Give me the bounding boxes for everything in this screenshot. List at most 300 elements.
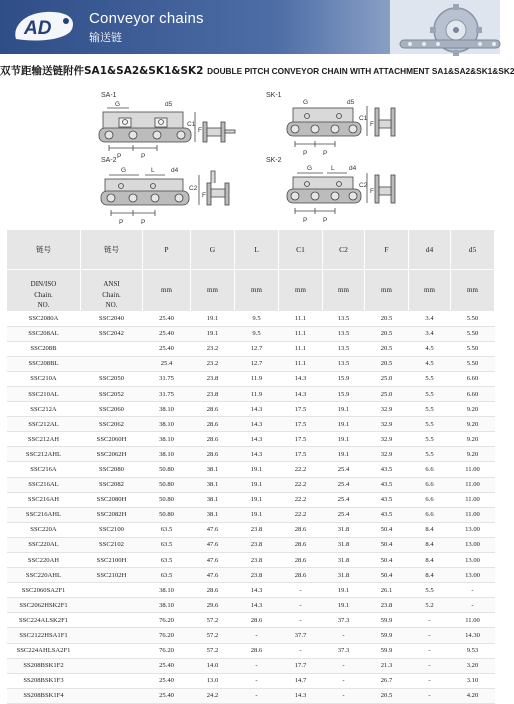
cell-ansi: SSC2062 bbox=[81, 417, 143, 432]
unit-label: mm bbox=[143, 270, 191, 312]
cell-f: 20.5 bbox=[365, 356, 409, 371]
cell-c2: - bbox=[323, 673, 365, 688]
cell-c1: 17.5 bbox=[279, 447, 323, 462]
cell-p: 63.5 bbox=[143, 522, 191, 537]
cell-d4: 5.5 bbox=[409, 583, 451, 598]
cell-din-iso: SSC216AL bbox=[7, 477, 81, 492]
cell-din-iso: SSC208AL bbox=[7, 326, 81, 341]
cell-d4: - bbox=[409, 673, 451, 688]
cell-l: 28.6 bbox=[235, 643, 279, 658]
cell-din-iso: SSC210A bbox=[7, 371, 81, 386]
cell-ansi bbox=[81, 658, 143, 673]
drawing-name: SK-1 bbox=[266, 92, 282, 99]
svg-text:G: G bbox=[307, 165, 313, 172]
cell-din-iso: SSC212A bbox=[7, 402, 81, 417]
cell-din-iso: SSC2062HSK2F1 bbox=[7, 598, 81, 613]
header-c1: C1 bbox=[279, 230, 323, 270]
cell-din-iso: SSC212AH bbox=[7, 432, 81, 447]
cell-ansi: SSC2082H bbox=[81, 507, 143, 522]
cell-p: 25.40 bbox=[143, 326, 191, 341]
cell-din-iso: SSC212AL bbox=[7, 417, 81, 432]
cell-c2: 31.8 bbox=[323, 537, 365, 552]
drawing-sk1 bbox=[263, 92, 413, 160]
cell-din-iso: SSC220AH bbox=[7, 553, 81, 568]
cell-d5: - bbox=[451, 583, 495, 598]
cell-ansi bbox=[81, 688, 143, 703]
cell-f: 59.9 bbox=[365, 628, 409, 643]
cell-p: 31.75 bbox=[143, 386, 191, 401]
cell-c1: 11.1 bbox=[279, 356, 323, 371]
cell-c2: 19.1 bbox=[323, 417, 365, 432]
label-c1: C1 bbox=[187, 121, 196, 128]
cell-f: 50.4 bbox=[365, 522, 409, 537]
cell-p: 38.10 bbox=[143, 432, 191, 447]
cell-d4: - bbox=[409, 688, 451, 703]
cell-c1: 11.1 bbox=[279, 341, 323, 356]
cell-c1: 28.6 bbox=[279, 553, 323, 568]
cell-g: 47.6 bbox=[191, 522, 235, 537]
label-p: P bbox=[117, 153, 122, 160]
cell-ansi: SSC2082 bbox=[81, 477, 143, 492]
header-c2: C2 bbox=[323, 230, 365, 270]
table-row bbox=[7, 553, 495, 568]
subheader-ansi bbox=[81, 270, 143, 312]
cell-g: 47.6 bbox=[191, 568, 235, 583]
cell-ansi bbox=[81, 341, 143, 356]
cell-p: 63.5 bbox=[143, 553, 191, 568]
svg-text:d4: d4 bbox=[171, 167, 179, 174]
cell-din-iso: SS208BSK1F3 bbox=[7, 673, 81, 688]
cell-d5: 11.00 bbox=[451, 462, 495, 477]
cell-f: 32.9 bbox=[365, 432, 409, 447]
cell-g: 14.0 bbox=[191, 658, 235, 673]
cell-c2: 37.3 bbox=[323, 613, 365, 628]
cell-p: 25.4 bbox=[143, 356, 191, 371]
unit-label: mm bbox=[323, 270, 365, 312]
cell-ansi bbox=[81, 613, 143, 628]
subheader-line: Chain. bbox=[34, 290, 53, 299]
unit-label: mm bbox=[409, 270, 451, 312]
cell-p: 38.10 bbox=[143, 417, 191, 432]
cell-l: 19.1 bbox=[235, 507, 279, 522]
svg-text:F: F bbox=[202, 192, 206, 199]
cell-f: 43.5 bbox=[365, 492, 409, 507]
cell-d5: 6.60 bbox=[451, 386, 495, 401]
cell-f: 50.4 bbox=[365, 553, 409, 568]
cell-din-iso: SSC212AHL bbox=[7, 447, 81, 462]
cell-ansi: SSC2100H bbox=[81, 553, 143, 568]
unit-label: mm bbox=[451, 270, 495, 312]
cell-g: 24.2 bbox=[191, 688, 235, 703]
page-title bbox=[0, 63, 514, 78]
cell-din-iso: SSC216A bbox=[7, 462, 81, 477]
subheader-line: NO. bbox=[37, 301, 50, 309]
cell-din-iso: SSC224AHLSA2F1 bbox=[7, 643, 81, 658]
cell-d5: 9.20 bbox=[451, 432, 495, 447]
table-row bbox=[7, 417, 495, 432]
table-row bbox=[7, 341, 495, 356]
cell-ansi bbox=[81, 356, 143, 371]
cell-d5: 13.00 bbox=[451, 537, 495, 552]
cell-c1: 14.3 bbox=[279, 688, 323, 703]
svg-text:C2: C2 bbox=[189, 185, 198, 192]
cell-d5: 11.00 bbox=[451, 507, 495, 522]
unit-label: mm bbox=[191, 270, 235, 312]
cell-l: - bbox=[235, 688, 279, 703]
table-row bbox=[7, 537, 495, 552]
cell-g: 23.2 bbox=[191, 341, 235, 356]
header-din-iso: 链号 bbox=[7, 230, 81, 270]
cell-c2: 15.9 bbox=[323, 371, 365, 386]
spec-table-body bbox=[7, 311, 495, 703]
cell-g: 38.1 bbox=[191, 462, 235, 477]
cell-l: 19.1 bbox=[235, 462, 279, 477]
header-l: L bbox=[235, 230, 279, 270]
cell-c2: 19.1 bbox=[323, 598, 365, 613]
cell-f: 20.5 bbox=[365, 688, 409, 703]
cell-d4: 5.5 bbox=[409, 447, 451, 462]
table-row bbox=[7, 673, 495, 688]
svg-text:P: P bbox=[323, 150, 328, 157]
cell-ansi: SSC2080H bbox=[81, 492, 143, 507]
cell-d5: 9.20 bbox=[451, 447, 495, 462]
cell-l: 14.3 bbox=[235, 417, 279, 432]
cell-l: 14.3 bbox=[235, 402, 279, 417]
label-d5: d5 bbox=[165, 101, 173, 108]
svg-text:F: F bbox=[370, 121, 374, 128]
cell-p: 38.10 bbox=[143, 447, 191, 462]
cell-c1: 11.1 bbox=[279, 311, 323, 326]
cell-p: 25.40 bbox=[143, 341, 191, 356]
cell-din-iso: SSC220AHL bbox=[7, 568, 81, 583]
cell-f: 20.5 bbox=[365, 341, 409, 356]
cell-p: 25.40 bbox=[143, 688, 191, 703]
table-row bbox=[7, 613, 495, 628]
cell-ansi bbox=[81, 643, 143, 658]
company-logo bbox=[10, 9, 78, 43]
cell-ansi: SSC2042 bbox=[81, 326, 143, 341]
cell-d5: 5.50 bbox=[451, 341, 495, 356]
cell-l: 9.5 bbox=[235, 311, 279, 326]
cell-ansi bbox=[81, 628, 143, 643]
svg-text:P: P bbox=[323, 217, 328, 224]
svg-text:F: F bbox=[370, 188, 374, 195]
table-row bbox=[7, 462, 495, 477]
cell-g: 57.2 bbox=[191, 643, 235, 658]
cell-d4: 8.4 bbox=[409, 537, 451, 552]
cell-f: 25.0 bbox=[365, 386, 409, 401]
cell-c1: 28.6 bbox=[279, 522, 323, 537]
cell-g: 29.6 bbox=[191, 598, 235, 613]
cell-ansi bbox=[81, 583, 143, 598]
table-row bbox=[7, 326, 495, 341]
cell-c1: 22.2 bbox=[279, 462, 323, 477]
cell-c1: 14.3 bbox=[279, 371, 323, 386]
cell-d4: 5.5 bbox=[409, 371, 451, 386]
cell-ansi bbox=[81, 598, 143, 613]
brand-title-en: Conveyor chains bbox=[89, 10, 204, 27]
cell-din-iso: SSC216AHL bbox=[7, 507, 81, 522]
cell-g: 47.6 bbox=[191, 537, 235, 552]
cell-p: 63.5 bbox=[143, 568, 191, 583]
cell-c1: 22.2 bbox=[279, 477, 323, 492]
cell-c2: 25.4 bbox=[323, 492, 365, 507]
cell-g: 28.6 bbox=[191, 432, 235, 447]
cell-d5: 5.50 bbox=[451, 326, 495, 341]
cell-ansi: SSC2062H bbox=[81, 447, 143, 462]
cell-d4: 5.5 bbox=[409, 386, 451, 401]
cell-l: 11.9 bbox=[235, 371, 279, 386]
table-row bbox=[7, 658, 495, 673]
cell-d5: 9.53 bbox=[451, 643, 495, 658]
cell-l: 23.8 bbox=[235, 568, 279, 583]
cell-d4: 8.4 bbox=[409, 553, 451, 568]
cell-p: 31.75 bbox=[143, 371, 191, 386]
subheader-line: ANSI bbox=[103, 280, 120, 288]
cell-l: 14.3 bbox=[235, 447, 279, 462]
cell-d5: 3.20 bbox=[451, 658, 495, 673]
cell-c2: 13.5 bbox=[323, 326, 365, 341]
cell-d5: 3.10 bbox=[451, 673, 495, 688]
cell-f: 20.5 bbox=[365, 326, 409, 341]
table-row bbox=[7, 688, 495, 703]
cell-d4: 6.6 bbox=[409, 462, 451, 477]
spec-table bbox=[6, 229, 495, 704]
cell-p: 50.80 bbox=[143, 462, 191, 477]
cell-f: 50.4 bbox=[365, 568, 409, 583]
cell-p: 76.20 bbox=[143, 643, 191, 658]
cell-f: 20.5 bbox=[365, 311, 409, 326]
cell-f: 26.7 bbox=[365, 673, 409, 688]
table-row bbox=[7, 477, 495, 492]
cell-d5: 13.00 bbox=[451, 568, 495, 583]
cell-c1: - bbox=[279, 643, 323, 658]
cell-din-iso: SSC208BL bbox=[7, 356, 81, 371]
header-d4: d4 bbox=[409, 230, 451, 270]
cell-c1: 22.2 bbox=[279, 507, 323, 522]
cell-c1: 28.6 bbox=[279, 537, 323, 552]
cell-c2: 13.5 bbox=[323, 341, 365, 356]
cell-c2: 31.8 bbox=[323, 568, 365, 583]
cell-l: 9.5 bbox=[235, 326, 279, 341]
cell-c1: 17.5 bbox=[279, 432, 323, 447]
cell-g: 13.0 bbox=[191, 673, 235, 688]
cell-d5: 13.00 bbox=[451, 553, 495, 568]
cell-c2: 19.1 bbox=[323, 447, 365, 462]
cell-ansi: SSC2060 bbox=[81, 402, 143, 417]
cell-c1: 14.3 bbox=[279, 386, 323, 401]
cell-p: 76.20 bbox=[143, 628, 191, 643]
cell-p: 38.10 bbox=[143, 402, 191, 417]
cell-d5: 14.30 bbox=[451, 628, 495, 643]
unit-label: mm bbox=[235, 270, 279, 312]
svg-text:L: L bbox=[331, 165, 335, 172]
cell-d4: 8.4 bbox=[409, 568, 451, 583]
cell-c1: 17.5 bbox=[279, 417, 323, 432]
cell-d4: 5.5 bbox=[409, 402, 451, 417]
cell-g: 28.6 bbox=[191, 583, 235, 598]
cell-l: - bbox=[235, 673, 279, 688]
cell-l: 23.8 bbox=[235, 522, 279, 537]
drawing-sa2 bbox=[95, 157, 255, 227]
table-row bbox=[7, 402, 495, 417]
table-row bbox=[7, 447, 495, 462]
cell-d4: 4.5 bbox=[409, 341, 451, 356]
cell-d5: 11.00 bbox=[451, 477, 495, 492]
cell-p: 50.80 bbox=[143, 477, 191, 492]
cell-c2: 15.9 bbox=[323, 386, 365, 401]
cell-g: 38.1 bbox=[191, 492, 235, 507]
cell-f: 59.9 bbox=[365, 643, 409, 658]
cell-c1: 14.7 bbox=[279, 673, 323, 688]
header-f: F bbox=[365, 230, 409, 270]
svg-text:P: P bbox=[141, 219, 146, 226]
cell-g: 23.8 bbox=[191, 371, 235, 386]
cell-f: 25.0 bbox=[365, 371, 409, 386]
cell-c2: 31.8 bbox=[323, 553, 365, 568]
table-row bbox=[7, 598, 495, 613]
cell-c1: - bbox=[279, 583, 323, 598]
cell-d4: 6.6 bbox=[409, 477, 451, 492]
cell-din-iso: SSC210AL bbox=[7, 386, 81, 401]
header-d5: d5 bbox=[451, 230, 495, 270]
cell-ansi: SSC2050 bbox=[81, 371, 143, 386]
cell-f: 32.9 bbox=[365, 447, 409, 462]
cell-din-iso: SSC224ALSK2F1 bbox=[7, 613, 81, 628]
cell-d5: 11.00 bbox=[451, 492, 495, 507]
cell-din-iso: SSC220AL bbox=[7, 537, 81, 552]
cell-ansi: SSC2040 bbox=[81, 311, 143, 326]
table-row bbox=[7, 371, 495, 386]
cell-f: 50.4 bbox=[365, 537, 409, 552]
header-banner bbox=[0, 0, 500, 54]
cell-c1: - bbox=[279, 598, 323, 613]
cell-c2: 13.5 bbox=[323, 311, 365, 326]
cell-d4: - bbox=[409, 658, 451, 673]
brand-title-cn: 输送链 bbox=[89, 31, 122, 44]
table-row bbox=[7, 386, 495, 401]
table-row bbox=[7, 492, 495, 507]
unit-label: mm bbox=[365, 270, 409, 312]
table-row bbox=[7, 628, 495, 643]
cell-c2: 37.3 bbox=[323, 643, 365, 658]
svg-text:d4: d4 bbox=[349, 165, 357, 172]
drawing-name: SA-1 bbox=[101, 92, 117, 99]
cell-d4: 6.6 bbox=[409, 507, 451, 522]
table-row bbox=[7, 356, 495, 371]
cell-c1: 37.7 bbox=[279, 628, 323, 643]
cell-p: 38.10 bbox=[143, 598, 191, 613]
svg-text:P: P bbox=[303, 150, 308, 157]
cell-c2: 19.1 bbox=[323, 402, 365, 417]
svg-text:C1: C1 bbox=[359, 115, 368, 122]
cell-f: 32.9 bbox=[365, 417, 409, 432]
header-g: G bbox=[191, 230, 235, 270]
svg-text:G: G bbox=[121, 167, 127, 174]
cell-l: 12.7 bbox=[235, 341, 279, 356]
cell-ansi: SSC2100 bbox=[81, 522, 143, 537]
table-row bbox=[7, 507, 495, 522]
cell-ansi bbox=[81, 673, 143, 688]
cell-c1: 11.1 bbox=[279, 326, 323, 341]
cell-g: 19.1 bbox=[191, 326, 235, 341]
cell-d4: 5.5 bbox=[409, 417, 451, 432]
table-row bbox=[7, 583, 495, 598]
header-ansi: 链号 bbox=[81, 230, 143, 270]
subheader-line: DIN/ISO bbox=[30, 280, 57, 288]
drawing-sa1 bbox=[95, 92, 255, 160]
page-title-cn: 双节距输送链附件SA1&SA2&SK1&SK2 bbox=[0, 65, 204, 77]
cell-d5: 6.60 bbox=[451, 371, 495, 386]
cell-c2: - bbox=[323, 658, 365, 673]
cell-d5: 9.20 bbox=[451, 417, 495, 432]
subheader-din-iso bbox=[7, 270, 81, 312]
svg-text:L: L bbox=[151, 167, 155, 174]
cell-p: 38.10 bbox=[143, 583, 191, 598]
cell-c2: 13.5 bbox=[323, 356, 365, 371]
cell-f: 32.9 bbox=[365, 402, 409, 417]
table-row bbox=[7, 432, 495, 447]
cell-p: 76.20 bbox=[143, 613, 191, 628]
cell-d4: 5.2 bbox=[409, 598, 451, 613]
cell-d5: 9.20 bbox=[451, 402, 495, 417]
cell-c2: 25.4 bbox=[323, 462, 365, 477]
cell-g: 38.1 bbox=[191, 507, 235, 522]
cell-f: 23.8 bbox=[365, 598, 409, 613]
svg-text:C2: C2 bbox=[359, 182, 368, 189]
cell-c2: 25.4 bbox=[323, 477, 365, 492]
cell-g: 23.2 bbox=[191, 356, 235, 371]
cell-d4: 3.4 bbox=[409, 311, 451, 326]
svg-text:G: G bbox=[303, 99, 309, 106]
sprocket-chain-image bbox=[390, 0, 500, 54]
drawing-name: SK-2 bbox=[266, 157, 282, 164]
cell-d5: 5.50 bbox=[451, 311, 495, 326]
cell-c1: 22.2 bbox=[279, 492, 323, 507]
cell-p: 25.40 bbox=[143, 311, 191, 326]
table-row bbox=[7, 522, 495, 537]
cell-l: 19.1 bbox=[235, 492, 279, 507]
cell-din-iso: SSC2080A bbox=[7, 311, 81, 326]
cell-g: 38.1 bbox=[191, 477, 235, 492]
cell-din-iso: SS208BSK1F4 bbox=[7, 688, 81, 703]
cell-d5: 4.20 bbox=[451, 688, 495, 703]
drawing-sk2 bbox=[263, 157, 413, 227]
cell-p: 63.5 bbox=[143, 537, 191, 552]
cell-d4: - bbox=[409, 613, 451, 628]
cell-f: 43.5 bbox=[365, 507, 409, 522]
cell-din-iso: SSC216AH bbox=[7, 492, 81, 507]
cell-l: 28.6 bbox=[235, 613, 279, 628]
cell-l: 23.8 bbox=[235, 553, 279, 568]
cell-din-iso: SS208BSK1F2 bbox=[7, 658, 81, 673]
cell-c2: 19.1 bbox=[323, 432, 365, 447]
cell-c2: - bbox=[323, 628, 365, 643]
label-p: P bbox=[141, 153, 146, 160]
cell-d4: 8.4 bbox=[409, 522, 451, 537]
cell-g: 28.6 bbox=[191, 417, 235, 432]
cell-ansi: SSC2102 bbox=[81, 537, 143, 552]
cell-c1: 17.5 bbox=[279, 402, 323, 417]
cell-din-iso: SSC220A bbox=[7, 522, 81, 537]
cell-c2: - bbox=[323, 688, 365, 703]
cell-f: 59.9 bbox=[365, 613, 409, 628]
cell-din-iso: SSC208B bbox=[7, 341, 81, 356]
cell-l: 19.1 bbox=[235, 477, 279, 492]
cell-l: 23.8 bbox=[235, 537, 279, 552]
header-p: P bbox=[143, 230, 191, 270]
cell-f: 43.5 bbox=[365, 462, 409, 477]
